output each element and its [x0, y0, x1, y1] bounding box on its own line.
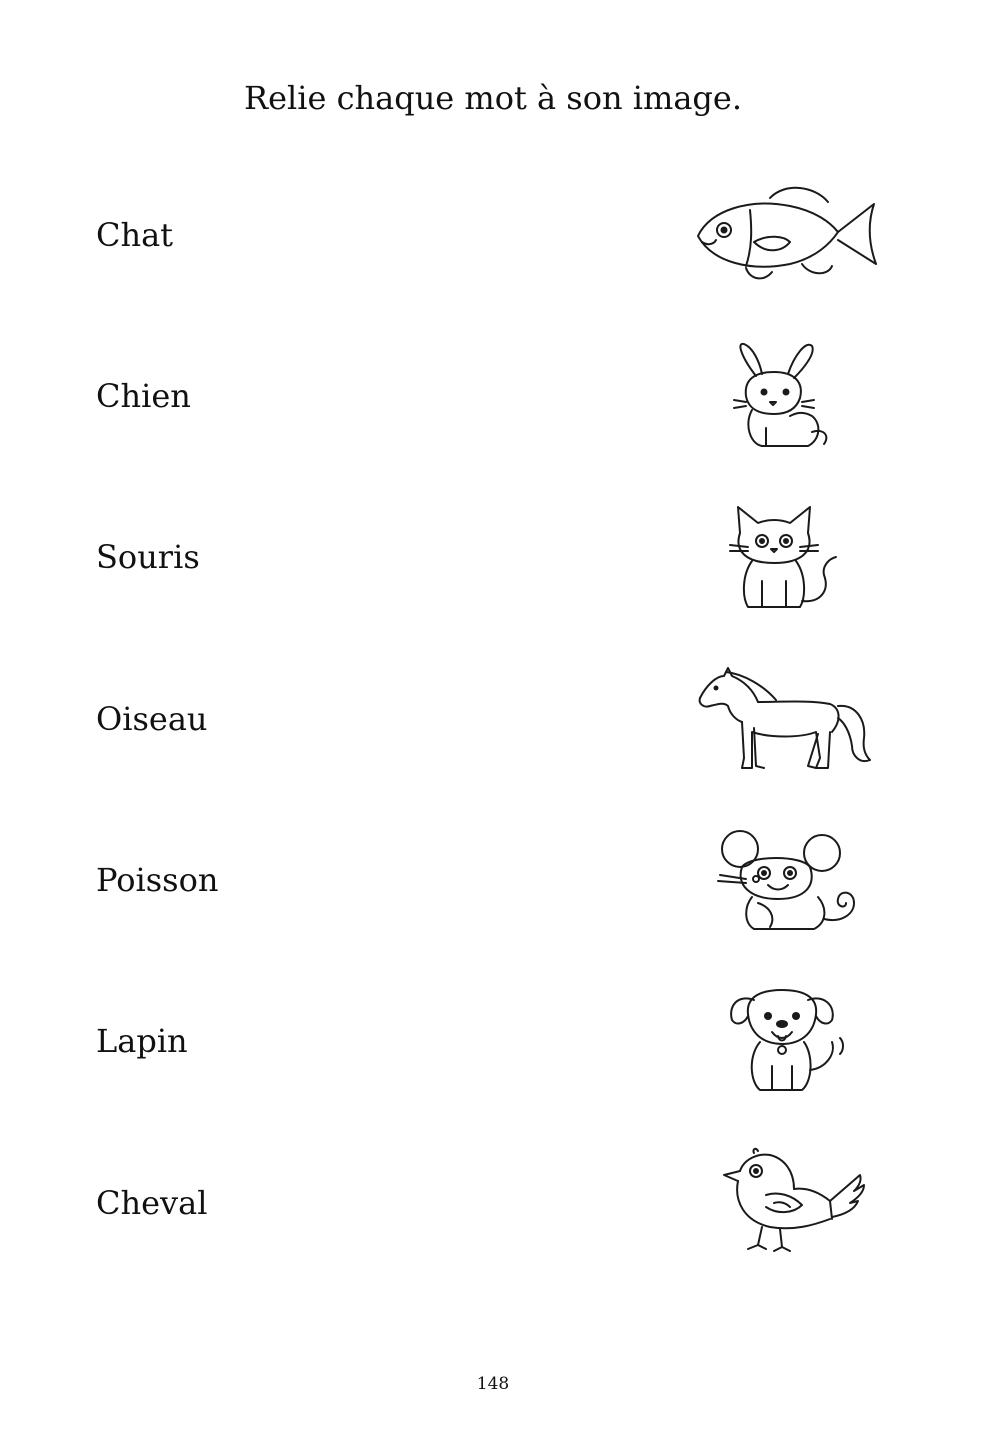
word-lapin: Lapin [96, 1022, 188, 1060]
rabbit-icon [690, 340, 880, 450]
worksheet-instruction: Relie chaque mot à son image. [243, 79, 743, 117]
word-oiseau: Oiseau [96, 700, 208, 738]
word-chien: Chien [96, 377, 191, 415]
horse-icon [690, 662, 880, 772]
word-chat: Chat [96, 216, 174, 254]
bird-icon [690, 1145, 880, 1255]
word-poisson: Poisson [96, 861, 219, 899]
page-number: 148 [476, 1374, 510, 1394]
word-souris: Souris [96, 538, 200, 576]
word-cheval: Cheval [96, 1184, 208, 1222]
cat-icon [690, 501, 880, 611]
dog-icon [690, 984, 880, 1094]
mouse-icon [690, 823, 880, 933]
fish-icon [690, 180, 880, 290]
